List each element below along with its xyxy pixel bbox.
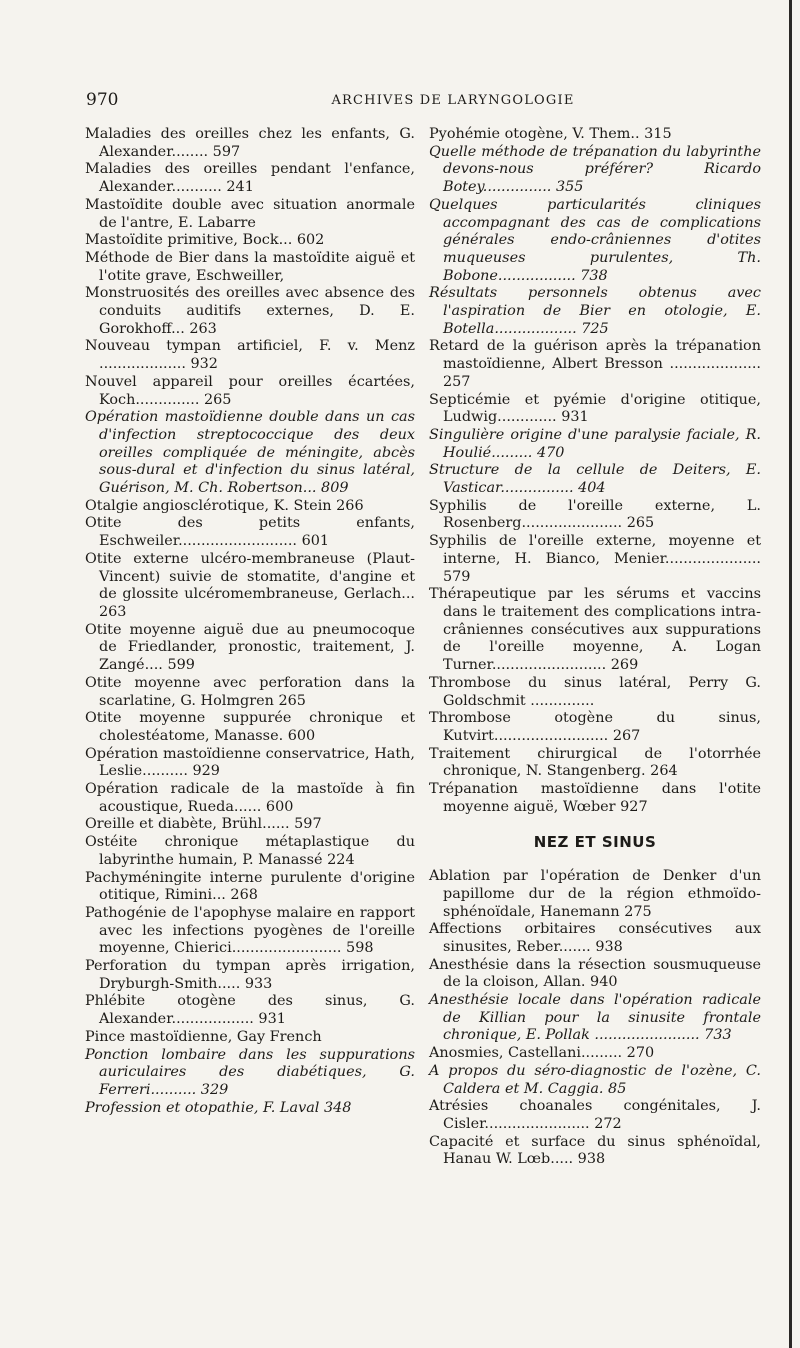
index-entry: Anosmies, Castellani......... 270: [429, 1045, 655, 1062]
index-entry: Otite moyenne aiguë due au pneumocoque de Friedlander, pronostic, traitement, J. Zangé.... 599: [85, 621, 415, 674]
index-entry: Septicémie et pyémie d'origine otitique, Ludwig............. 931: [429, 391, 761, 426]
index-entry: Monstruosités des oreilles avec absence des conduits auditifs externes, D. E. Gorokhoff... 263: [85, 285, 415, 337]
index-entry: Opération mastoïdienne double dans un cas d'infection streptococcique des deux oreilles compliquée de méningite, abcès sous-dural et d'infection du sinus latéral, Guérison, M. Ch. Robertson... 809: [85, 409, 415, 497]
index-entry: Retard de la guérison après la trépanation mastoïdienne, Albert Bresson .................... 257: [429, 338, 761, 390]
index-entry: Ablation par l'opération de Denker d'un papillome dur de la région ethmoïdo-sphénoïdale, Hanemann 275: [429, 868, 761, 920]
index-entry: Otite des petits enfants, Eschweiler.......................... 601: [85, 515, 415, 550]
index-entry: Résultats personnels obtenus avec l'aspiration de Bier en otologie, E. Botella.................. 725: [429, 285, 761, 337]
index-entry: Thérapeutique par les sérums et vaccins dans le traitement des complications intra-crâniennes consécutives aux suppurations de l'oreille moyenne, A. Logan Turner......................... 269: [429, 586, 761, 674]
index-entry: Phlébite otogène des sinus, G. Alexander.................. 931: [85, 993, 415, 1028]
index-entry: Syphilis de l'oreille externe, L. Rosenberg...................... 265: [429, 497, 761, 532]
index-entry: Affections orbitaires consécutives aux sinusites, Reber....... 938: [429, 921, 761, 955]
index-entry: Quelle méthode de trépanation du labyrinthe devons-nous préférer? Ricardo Botey............... 355: [429, 143, 761, 196]
index-entry: Pince mastoïdienne, Gay French: [85, 1028, 322, 1045]
index-entry: Singulière origine d'une paralysie faciale, R. Houlié......... 470: [429, 426, 761, 461]
index-entry: Thrombose otogène du sinus, Kutvirt......................... 267: [429, 710, 761, 744]
left-column: [85, 126, 415, 1117]
running-header: [86, 90, 760, 114]
index-entry: Opération mastoïdienne conservatrice, Hath, Leslie.......... 929: [85, 745, 415, 780]
index-entry: Perforation du tympan après irrigation, Dryburgh-Smith..... 933: [85, 958, 415, 992]
index-entry: Capacité et surface du sinus sphénoïdal, Hanau W. Lœb..... 938: [429, 1133, 761, 1168]
index-entry: Opération radicale de la mastoïde à fin acoustique, Rueda...... 600: [85, 781, 415, 815]
index-entry: Oreille et diabète, Brühl...... 597: [85, 816, 322, 833]
index-entry: Ponction lombaire dans les suppurations auriculaires des diabétiques, G. Ferreri.......... 329: [85, 1046, 415, 1098]
journal-title: ARCHIVES DE LARYNGOLOGIE: [331, 93, 575, 108]
index-entry: Structure de la cellule de Deiters, E. Vasticar................ 404: [429, 462, 761, 497]
index-entry: Pathogénie de l'apophyse malaire en rapport avec les infections pyogènes de l'oreille moyenne, Chierici........................ 598: [85, 904, 415, 957]
index-entry: Syphilis de l'oreille externe, moyenne et interne, H. Bianco, Menier..................... 579: [429, 533, 761, 585]
right-column-entries-after-heading: [429, 868, 761, 1169]
index-entry: Anesthésie dans la résection sousmuqueuse de la cloison, Allan. 940: [429, 956, 761, 991]
index-entry: Otite moyenne avec perforation dans la scarlatine, G. Holmgren 265: [85, 674, 415, 709]
index-entry: Otite moyenne suppurée chronique et cholestéatome, Manasse. 600: [85, 710, 415, 744]
index-entry: Profession et otopathie, F. Laval 348: [85, 1099, 352, 1116]
index-entry: Atrésies choanales congénitales, J. Cisler....................... 272: [429, 1098, 761, 1132]
page-edge-rule: [789, 0, 792, 1348]
index-entry: Maladies des oreilles chez les enfants, G. Alexander........ 597: [85, 126, 415, 160]
section-heading: NEZ ET SINUS: [533, 833, 657, 852]
index-entry: A propos du séro-diagnostic de l'ozène, C. Caldera et M. Caggia. 85: [429, 1062, 761, 1097]
index-entry: Otalgie angiosclérotique, K. Stein 266: [85, 497, 364, 514]
index-entry: Traitement chirurgical de l'otorrhée chronique, N. Stangenberg. 264: [429, 745, 761, 780]
index-entry: Mastoïdite double avec situation anormale de l'antre, E. Labarre: [85, 196, 415, 231]
index-entry: Quelques particularités cliniques accompagnant des cas de complications générales endo-crâniennes d'otites muqueuses purulentes, Th. Bobone................. 738: [429, 196, 761, 284]
index-entry: Méthode de Bier dans la mastoïdite aiguë et l'otite grave, Eschweiller,: [85, 249, 415, 284]
page-number: 970: [86, 90, 119, 110]
right-column: [429, 126, 761, 1169]
index-entry: Nouveau tympan artificiel, F. v. Menz ................... 932: [85, 338, 415, 373]
index-entry: Pyohémie otogène, V. Them.. 315: [429, 126, 672, 142]
index-entry: Maladies des oreilles pendant l'enfance, Alexander........... 241: [85, 161, 415, 196]
index-entry: Trépanation mastoïdienne dans l'otite moyenne aiguë, Wœber 927: [429, 781, 761, 815]
index-entry: Pachyméningite interne purulente d'origine otitique, Rimini... 268: [85, 869, 415, 904]
index-entry: Anesthésie locale dans l'opération radicale de Killian pour la sinusite frontale chronique, E. Pollak ....................... 733: [429, 992, 761, 1044]
index-entry: Thrombose du sinus latéral, Perry G. Goldschmit ..............: [429, 674, 761, 709]
index-entry: Ostéite chronique métaplastique du labyrinthe humain, P. Manassé 224: [85, 834, 415, 868]
index-entry: Mastoïdite primitive, Bock... 602: [85, 232, 325, 249]
index-entry: Nouvel appareil pour oreilles écartées, Koch.............. 265: [85, 373, 415, 408]
right-column-entries: [429, 126, 761, 816]
index-entry: Otite externe ulcéro-membraneuse (Plaut-Vincent) suivie de stomatite, d'angine et de glossite ulcéromembraneuse, Gerlach... 263: [85, 550, 415, 620]
